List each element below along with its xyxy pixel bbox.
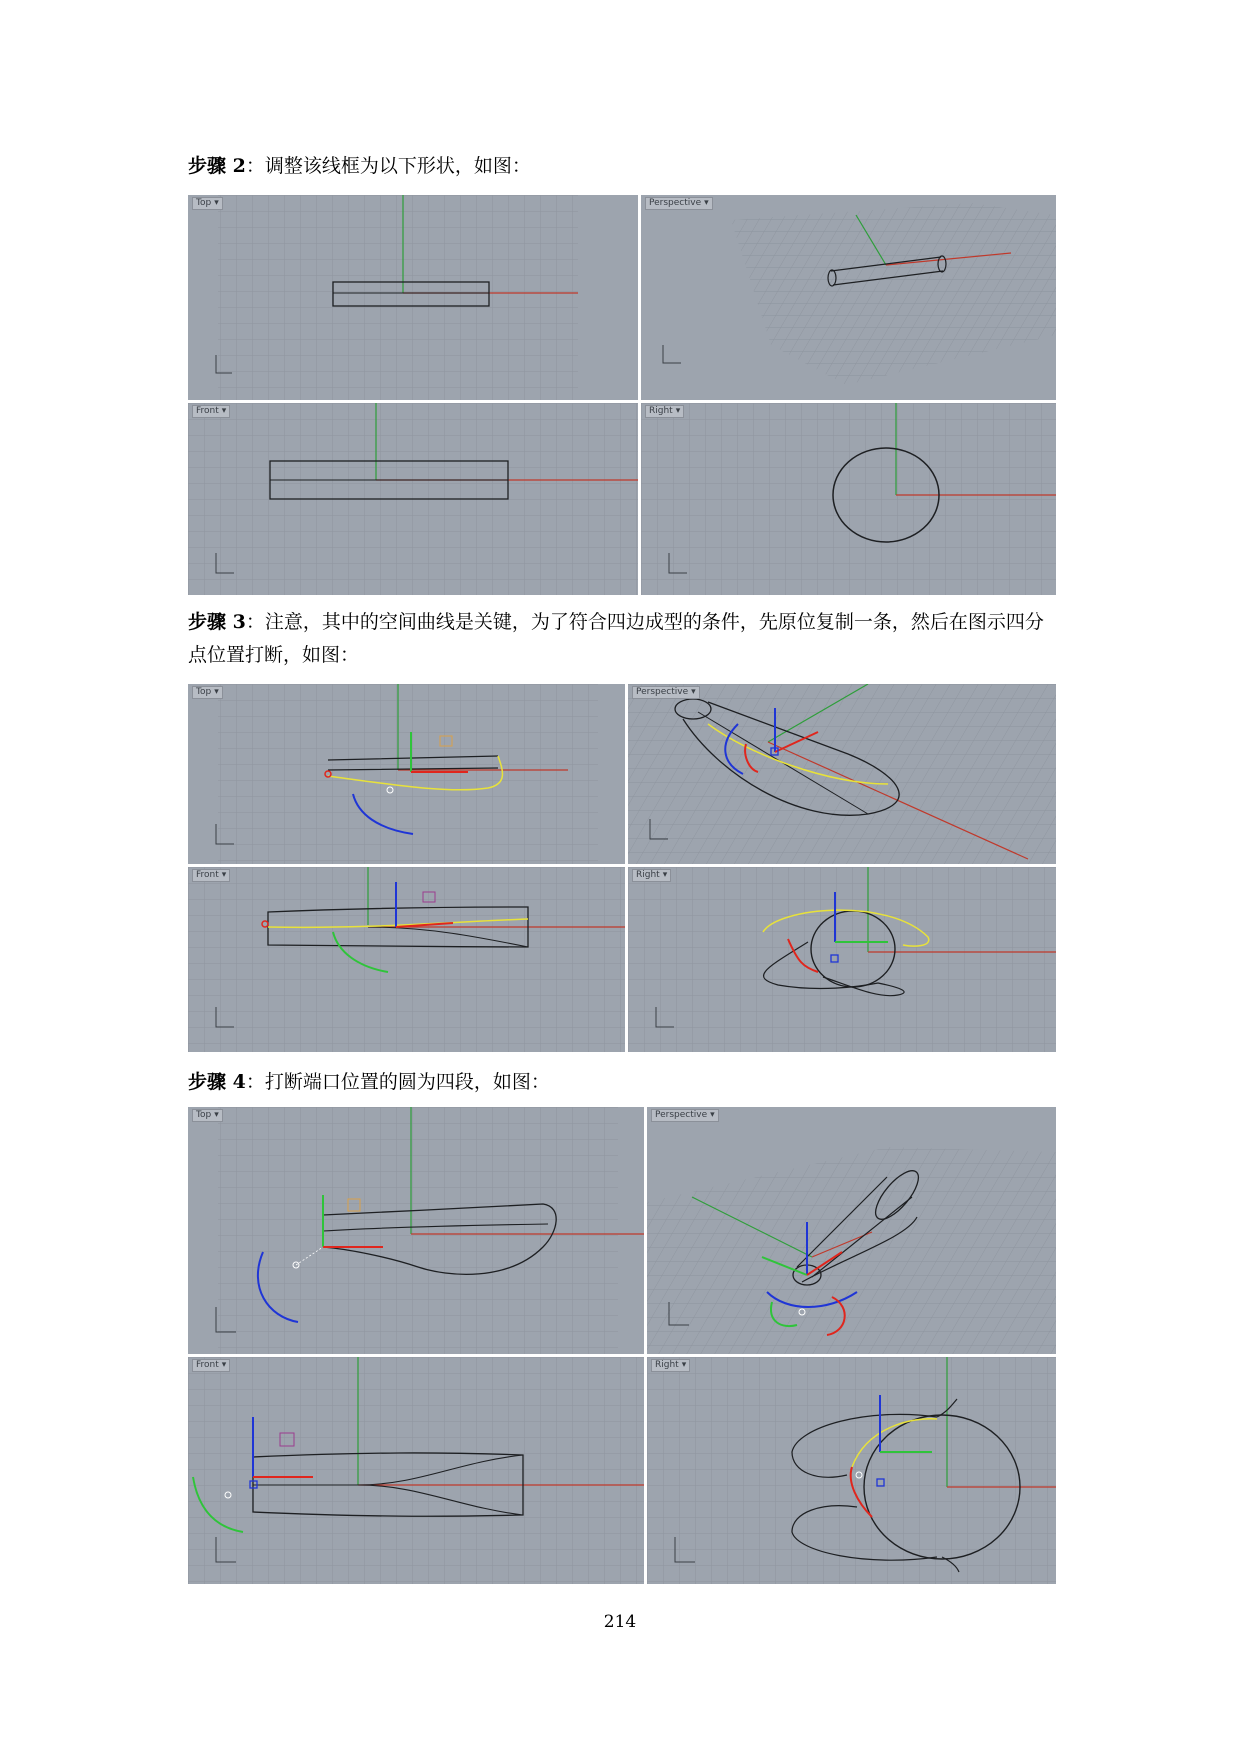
chevron-down-icon[interactable]: ▾ — [221, 406, 227, 416]
viewport-perspective-drawing — [647, 1107, 1056, 1354]
step-3-paragraph — [188, 606, 1058, 672]
viewport-perspective[interactable] — [647, 1107, 1056, 1354]
viewport-top-label[interactable]: Top ▾ — [192, 1109, 223, 1122]
step-4-text: ：打断端口位置的圆为四段，如图： — [245, 1071, 550, 1093]
step-2-text: ：调整该线框为以下形状，如图： — [245, 155, 531, 177]
figure-step-3 — [188, 684, 1056, 1052]
viewport-perspective-drawing — [641, 195, 1056, 400]
viewport-front[interactable] — [188, 403, 638, 595]
viewport-right-label[interactable]: Right ▾ — [632, 869, 671, 882]
viewport-front[interactable] — [188, 1357, 644, 1584]
step-3-label: 步骤 3 — [188, 611, 246, 633]
chevron-down-icon[interactable]: ▾ — [704, 198, 709, 208]
chevron-down-icon[interactable]: ▾ — [221, 1360, 227, 1370]
viewport-front-drawing — [188, 1357, 644, 1584]
chevron-down-icon[interactable]: ▾ — [221, 870, 227, 880]
viewport-top-drawing — [188, 684, 625, 864]
step-3-text: ：注意，其中的空间曲线是关键，为了符合四边成型的条件，先原位复制一条，然后在图示四分点位置打断，如图： — [188, 611, 1044, 666]
viewport-right-drawing — [641, 403, 1056, 595]
viewport-top-drawing — [188, 1107, 644, 1354]
viewport-perspective-drawing — [628, 684, 1056, 864]
step-2-label: 步骤 2 — [188, 155, 246, 177]
chevron-down-icon[interactable]: ▾ — [681, 1360, 687, 1370]
viewport-front-label[interactable]: Front ▾ — [192, 869, 230, 882]
viewport-front-drawing — [188, 867, 625, 1052]
chevron-down-icon[interactable]: ▾ — [691, 687, 696, 697]
viewport-right-label[interactable]: Right ▾ — [651, 1359, 690, 1372]
chevron-down-icon[interactable]: ▾ — [662, 870, 668, 880]
viewport-perspective[interactable] — [628, 684, 1056, 864]
viewport-perspective-label[interactable]: Perspective ▾ — [632, 686, 700, 699]
chevron-down-icon[interactable]: ▾ — [214, 687, 219, 697]
step-2-paragraph — [188, 150, 1058, 183]
viewport-right[interactable] — [641, 403, 1056, 595]
viewport-top[interactable] — [188, 1107, 644, 1354]
viewport-perspective-label[interactable]: Perspective ▾ — [651, 1109, 719, 1122]
step-4-label: 步骤 4 — [188, 1071, 246, 1093]
viewport-right-label[interactable]: Right ▾ — [645, 405, 684, 418]
step-4-paragraph — [188, 1066, 1058, 1099]
page-number: 214 — [603, 1612, 637, 1632]
viewport-perspective[interactable] — [641, 195, 1056, 400]
viewport-perspective-label[interactable]: Perspective ▾ — [645, 197, 713, 210]
viewport-top[interactable] — [188, 684, 625, 864]
chevron-down-icon[interactable]: ▾ — [675, 406, 681, 416]
viewport-top-label[interactable]: Top ▾ — [192, 686, 223, 699]
viewport-top[interactable] — [188, 195, 638, 400]
chevron-down-icon[interactable]: ▾ — [214, 1110, 219, 1120]
viewport-right-drawing — [628, 867, 1056, 1052]
figure-step-4 — [188, 1107, 1056, 1584]
viewport-front-label[interactable]: Front ▾ — [192, 1359, 230, 1372]
viewport-right-drawing — [647, 1357, 1056, 1584]
viewport-front-label[interactable]: Front ▾ — [192, 405, 230, 418]
viewport-front[interactable] — [188, 867, 625, 1052]
viewport-front-drawing — [188, 403, 638, 595]
chevron-down-icon[interactable]: ▾ — [214, 198, 219, 208]
viewport-top-label[interactable]: Top ▾ — [192, 197, 223, 210]
chevron-down-icon[interactable]: ▾ — [710, 1110, 715, 1120]
figure-step-2 — [188, 195, 1056, 595]
viewport-right[interactable] — [628, 867, 1056, 1052]
viewport-right[interactable] — [647, 1357, 1056, 1584]
viewport-top-drawing — [188, 195, 638, 400]
